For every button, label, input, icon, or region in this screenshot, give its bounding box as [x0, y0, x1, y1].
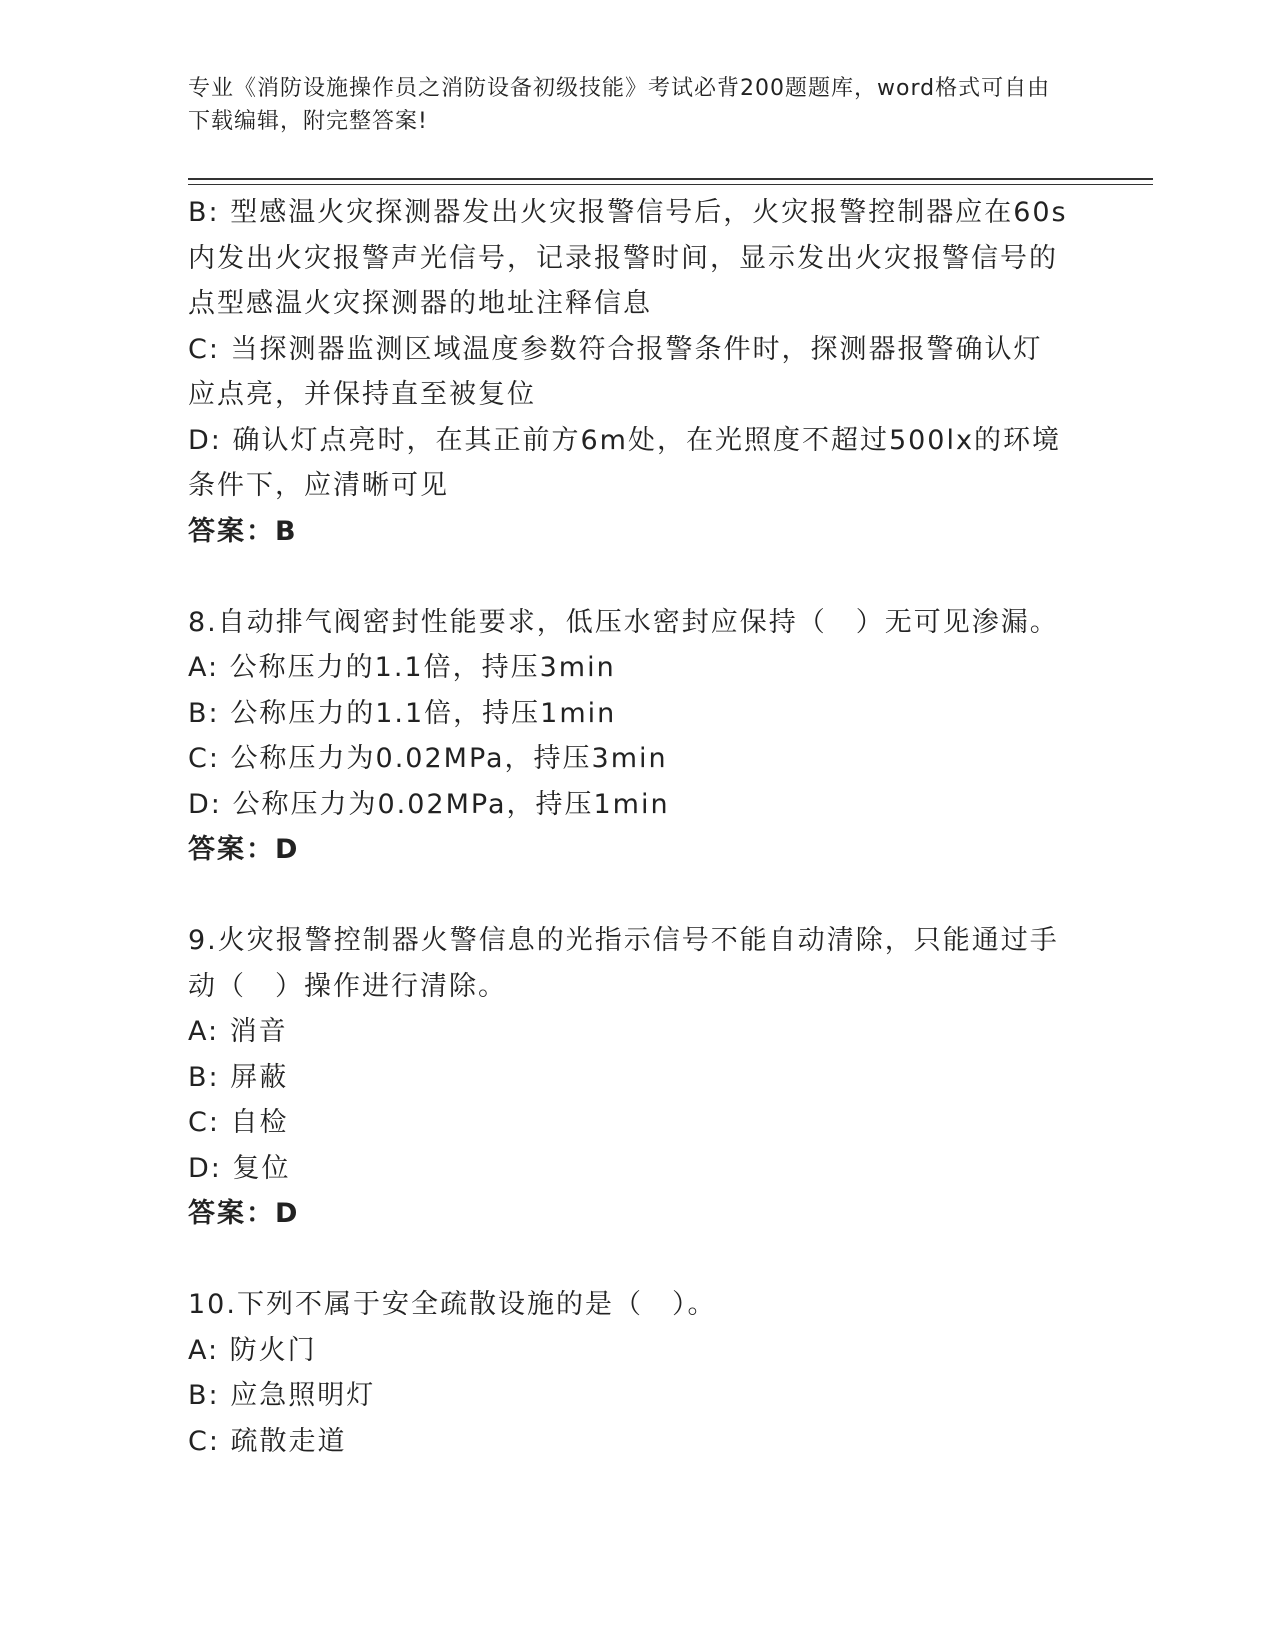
option-b: B: 应急照明灯	[188, 1380, 376, 1411]
option-b: B: 屏蔽	[188, 1061, 289, 1093]
option-d: D: 公称压力为0.02MPa，持压1min	[188, 788, 670, 820]
answer: 答案：D	[188, 1198, 300, 1229]
header-rule-thick	[188, 178, 1153, 180]
question-7-continuation	[188, 190, 1068, 554]
question-9	[188, 918, 1068, 1237]
answer: 答案：D	[188, 834, 300, 865]
option-d: D: 确认灯点亮时，在其正前方6m处，在光照度不超过500lx的环境条件下，应清晰可见	[188, 424, 1061, 501]
question-10	[188, 1282, 1068, 1464]
option-c: C: 公称压力为0.02MPa，持压3min	[188, 743, 668, 774]
header-rule-thin	[188, 184, 1153, 185]
option-a: A: 公称压力的1.1倍，持压3min	[188, 652, 616, 683]
answer: 答案：B	[188, 515, 298, 547]
option-c: C: 当探测器监测区域温度参数符合报警条件时，探测器报警确认灯应点亮，并保持直至被复位	[188, 333, 1043, 410]
option-c: C: 疏散走道	[188, 1425, 347, 1457]
option-d: D: 复位	[188, 1152, 291, 1184]
question-stem: 9.火灾报警控制器火警信息的光指示信号不能自动清除，只能通过手动（ ）操作进行清除。	[188, 925, 1059, 1002]
option-a: A: 消音	[188, 1016, 288, 1047]
option-a: A: 防火门	[188, 1334, 317, 1366]
document-header: 专业《消防设施操作员之消防设备初级技能》考试必背200题题库，word格式可自由下载编辑，附完整答案!	[188, 76, 1051, 134]
question-8	[188, 600, 1068, 873]
option-b: B: 型感温火灾探测器发出火灾报警信号后，火灾报警控制器应在60s内发出火灾报警声光信号，记录报警时间，显示发出火灾报警信号的点型感温火灾探测器的地址注释信息	[188, 197, 1068, 319]
option-b: B: 公称压力的1.1倍，持压1min	[188, 697, 617, 729]
question-stem: 10.下列不属于安全疏散设施的是（ ）。	[188, 1289, 717, 1320]
question-content	[188, 190, 1068, 1464]
option-c: C: 自检	[188, 1107, 289, 1138]
question-stem: 8.自动排气阀密封性能要求，低压水密封应保持（ ）无可见渗漏。	[188, 606, 1059, 638]
